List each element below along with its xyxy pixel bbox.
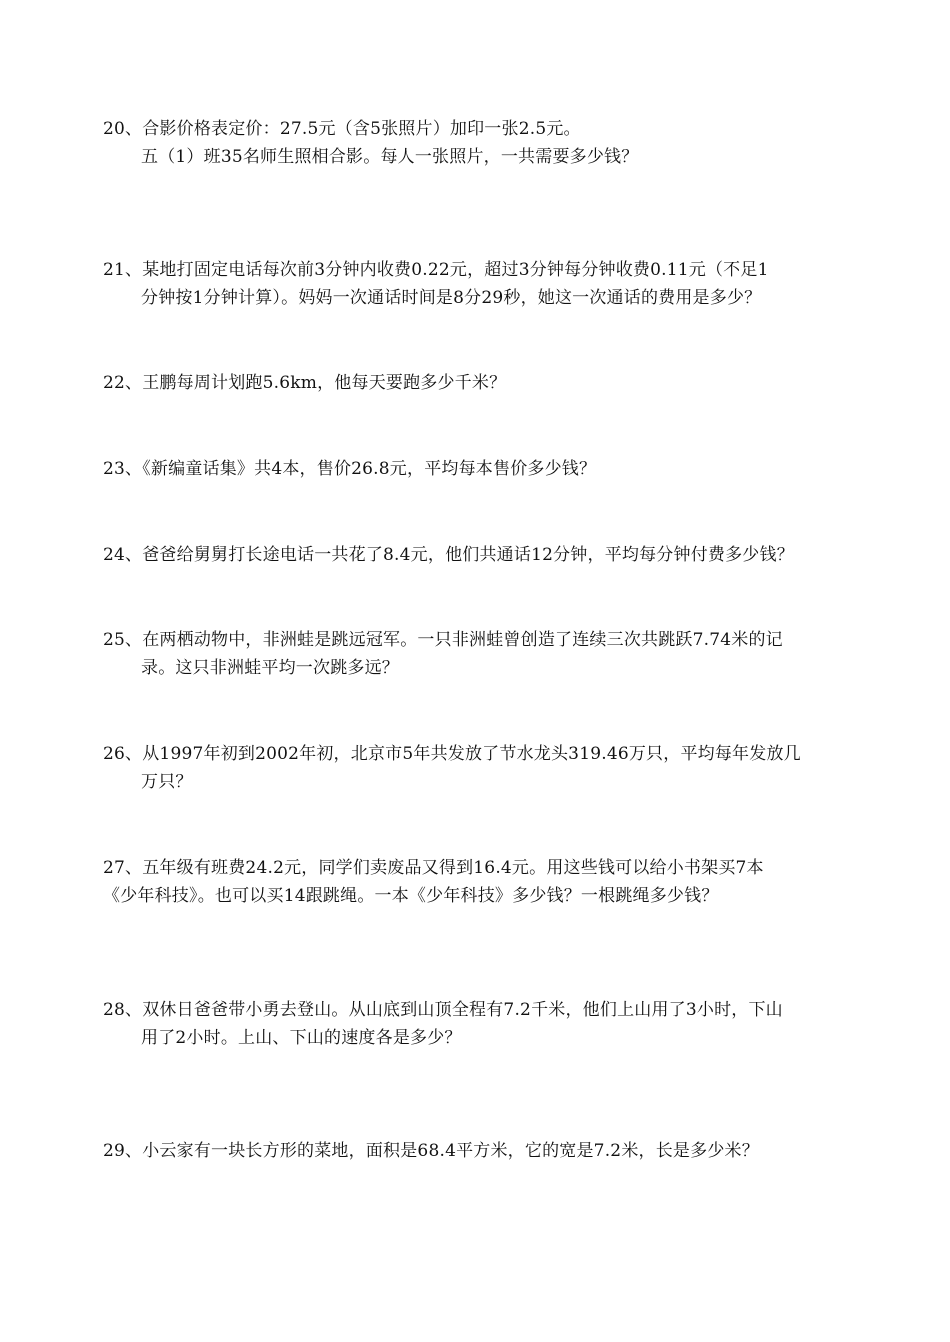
- problem-28: [103, 996, 863, 1052]
- problem-line: 万只？: [141, 772, 193, 792]
- problem-line: 22、王鹏每周计划跑5.6km，他每天要跑多少千米？: [103, 373, 507, 393]
- problem-22: [103, 369, 863, 397]
- problem-line: 24、爸爸给舅舅打长途电话一共花了8.4元，他们共通话12分钟，平均每分钟付费多少钱？: [103, 545, 794, 565]
- problem-20: [103, 115, 863, 171]
- problem-line: 25、在两栖动物中，非洲蛙是跳远冠军。一只非洲蛙曾创造了连续三次共跳跃7.74米的记: [103, 630, 783, 650]
- problem-27: [103, 854, 863, 910]
- problem-line: 21、某地打固定电话每次前3分钟内收费0.22元，超过3分钟每分钟收费0.11元（不足1: [103, 260, 769, 280]
- problem-24: [103, 541, 863, 569]
- problem-29: [103, 1137, 863, 1165]
- problem-line: 分钟按1分钟计算）。妈妈一次通话时间是8分29秒，她这一次通话的费用是多少？: [141, 288, 762, 308]
- problem-line: 20、合影价格表定价：27.5元（含5张照片）加印一张2.5元。: [103, 119, 581, 139]
- problem-line: 26、从1997年初到2002年初，北京市5年共发放了节水龙头319.46万只，平均每年发放几: [103, 744, 801, 764]
- problem-line: 录。这只非洲蛙平均一次跳多远？: [141, 658, 399, 678]
- problem-line: 27、五年级有班费24.2元，同学们卖废品又得到16.4元。用这些钱可以给小书架买7本: [103, 858, 764, 878]
- problem-line: 28、双休日爸爸带小勇去登山。从山底到山顶全程有7.2千米，他们上山用了3小时，下山: [103, 1000, 783, 1020]
- problem-25: [103, 626, 863, 682]
- problem-21: [103, 256, 863, 312]
- problem-line: 五（1）班35名师生照相合影。每人一张照片，一共需要多少钱？: [141, 147, 639, 167]
- problem-line: 23、《新编童话集》共4本，售价26.8元，平均每本售价多少钱？: [103, 459, 597, 479]
- problem-line: 《少年科技》。也可以买14跟跳绳。一本《少年科技》多少钱？一根跳绳多少钱？: [103, 886, 719, 906]
- problem-line: 29、小云家有一块长方形的菜地，面积是68.4平方米，它的宽是7.2米，长是多少米？: [103, 1141, 759, 1161]
- problem-26: [103, 740, 863, 796]
- problem-line: 用了2小时。上山、下山的速度各是多少？: [141, 1028, 462, 1048]
- problem-23: [103, 455, 863, 483]
